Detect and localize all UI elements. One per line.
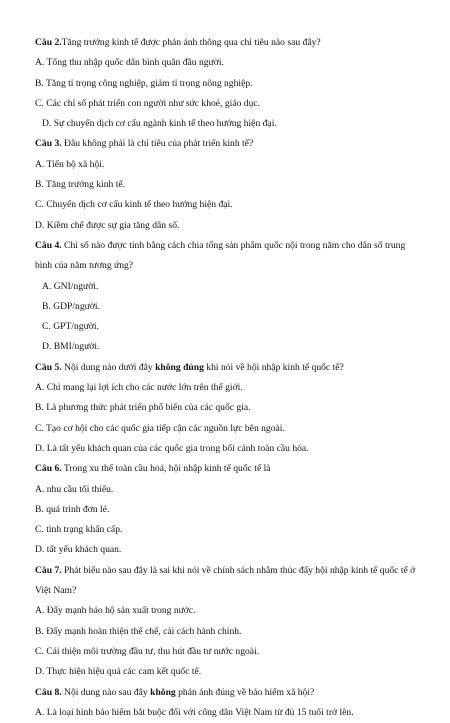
answer-option: B. Đẩy mạnh hoàn thiện thể chế, cải cách hành chính. xyxy=(35,625,242,637)
answer-option: A. Tổng thu nhập quốc dân bình quân đầu người. xyxy=(35,57,224,69)
question-text: Chỉ số nào được tính bằng cách chia tổng sản phẩm quốc nội trong năm cho dân số trung xyxy=(61,239,406,251)
answer-option: D. Là tất yếu khách quan của các quốc gia trong bối cảnh toàn cầu hóa. xyxy=(35,442,309,454)
question-text: Trong xu thế toàn cầu hoá, hội nhập kinh tế quốc tế là xyxy=(61,463,271,475)
question-text-end: khi nói về hội nhập kinh tế quốc tế? xyxy=(203,361,344,373)
question-text-end: phản ánh đúng về bảo hiểm xã hội? xyxy=(175,686,315,698)
answer-option: A. GNI/người. xyxy=(42,280,99,292)
question-5 xyxy=(35,358,430,378)
question-2 xyxy=(35,33,430,53)
question-number: Câu 5. xyxy=(35,361,62,373)
answer-option: A. Là loại hình bảo hiểm bắt buộc đối với công dân Việt Nam từ đủ 15 tuổi trở lên. xyxy=(35,706,354,718)
question-3 xyxy=(35,134,430,154)
answer-option: C. Tạo cơ hội cho các quốc gia tiếp cận các nguồn lực bên ngoài. xyxy=(35,422,285,434)
question-text: Phát biểu nào sau đây là sai khi nói về chính sách nhằm thúc đẩy hội nhập kinh tế quốc tế ở xyxy=(61,564,416,576)
question-text: Nội dung nào sau đây xyxy=(61,686,151,698)
answer-option: C. tình trạng khẩn cấp. xyxy=(35,524,123,536)
answer-option: D. Thực hiện hiệu quả các cam kết quốc tế. xyxy=(35,666,202,678)
question-number: Câu 4. xyxy=(35,239,62,251)
answer-option: A. nhu cầu tối thiểu. xyxy=(35,483,114,495)
answer-option: A. Tiến bộ xã hội. xyxy=(35,158,105,170)
answer-option: D. Kiềm chế được sự gia tăng dân số. xyxy=(35,219,180,231)
question-text: Nội dung nào dưới đây xyxy=(61,361,156,373)
question-7 xyxy=(35,561,430,581)
question-number: Câu 8. xyxy=(35,686,62,698)
answer-option: C. Các chỉ số phát triển con người như sức khoẻ, giáo dục. xyxy=(35,97,261,109)
question-6 xyxy=(35,459,430,479)
answer-option: C. Cải thiện môi trường đầu tư, thu hút đầu tư nước ngoài. xyxy=(35,645,260,657)
answer-option: D. BMI/người. xyxy=(42,341,100,353)
answer-option: B. Tăng tỉ trọng công nghiệp, giảm tỉ trọng nông nghiệp. xyxy=(35,77,253,89)
answer-option: C. Chuyển dịch cơ cấu kinh tế theo hướng hiện đại. xyxy=(35,199,233,211)
question-8 xyxy=(35,683,430,703)
answer-option: B. Là phương thức phát triển phổ biến của các quốc gia. xyxy=(35,402,251,414)
question-number: Câu 3. xyxy=(35,138,62,150)
question-text-continued: Việt Nam? xyxy=(35,585,77,597)
question-4 xyxy=(35,236,430,256)
question-number: Câu 2. xyxy=(35,37,62,48)
answer-option: D. Sự chuyển dịch cơ cấu ngành kinh tế theo hướng hiện đại. xyxy=(42,118,277,130)
answer-option: C. GPT/người. xyxy=(42,321,99,333)
question-text: Tăng trưởng kinh tế được phản ánh thông qua chỉ tiêu nào sau đây? xyxy=(61,37,321,48)
question-number: Câu 6. xyxy=(35,463,62,475)
answer-option: D. tất yếu khách quan. xyxy=(35,544,122,556)
answer-option: B. Tăng trưởng kinh tế. xyxy=(35,179,126,191)
answer-option: A. Chỉ mang lại lợi ích cho các nước lớn trên thế giới. xyxy=(35,382,243,394)
question-emphasis: không đúng xyxy=(155,361,204,373)
question-emphasis: không xyxy=(150,686,176,698)
answer-option: B. GDP/người. xyxy=(42,300,100,312)
question-number: Câu 7. xyxy=(35,564,62,576)
answer-option: B. quá trình đơn lẻ. xyxy=(35,503,110,515)
question-text-continued: bình của năm tương ứng? xyxy=(35,260,134,272)
question-text: Đâu không phải là chỉ tiêu của phát triển kinh tế? xyxy=(61,138,254,150)
answer-option: A. Đẩy mạnh bảo hộ sản xuất trong nước. xyxy=(35,605,196,617)
